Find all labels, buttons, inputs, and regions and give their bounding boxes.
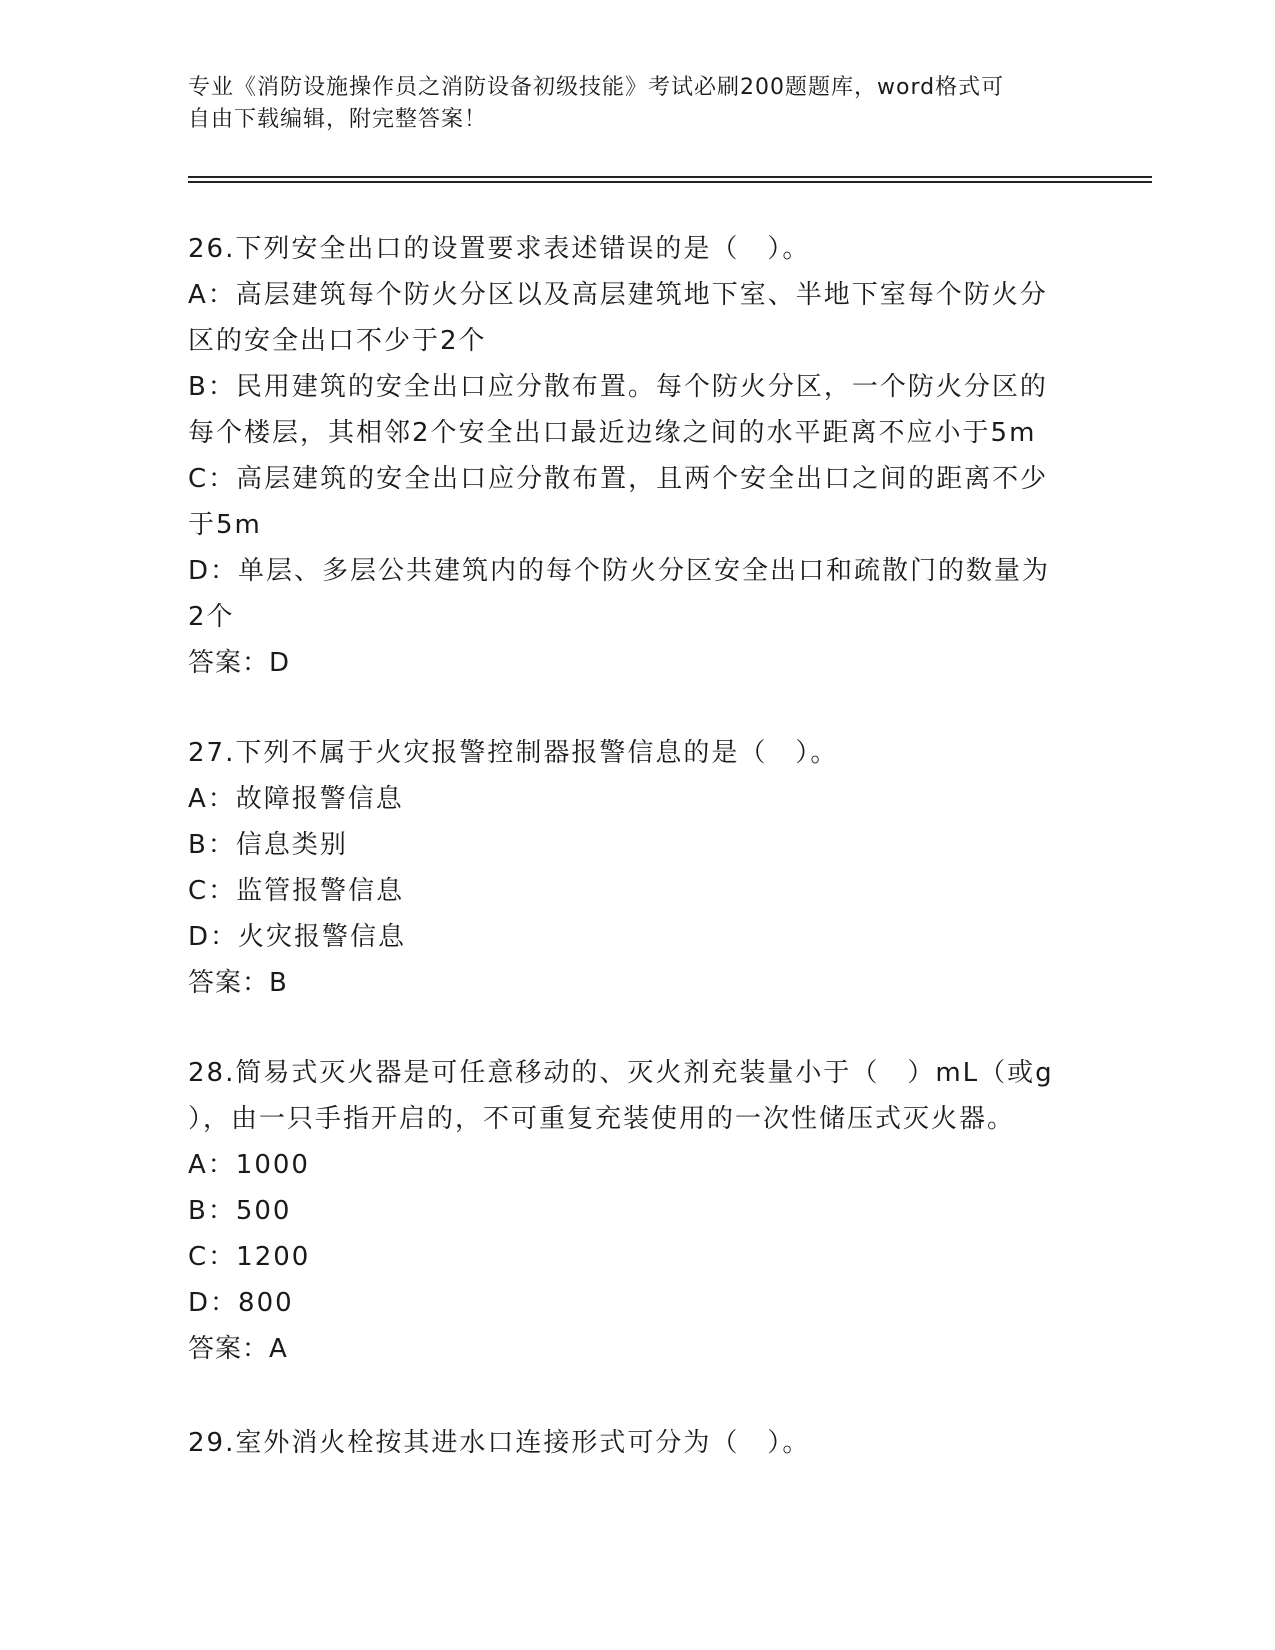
option-line: C：1200 — [188, 1242, 311, 1272]
option-line: C：监管报警信息 — [188, 876, 405, 906]
option-line: B：500 — [188, 1196, 292, 1226]
document-header — [188, 72, 1068, 136]
question-stem: 28.简易式灭火器是可任意移动的、灭火剂充装量小于（ ）mL（或g — [188, 1058, 1054, 1088]
question-stem: 27.下列不属于火灾报警控制器报警信息的是（ ）。 — [188, 738, 839, 768]
question-27 — [188, 730, 1068, 1006]
option-line: D：800 — [188, 1288, 294, 1318]
answer-label: 答案：A — [188, 1334, 288, 1364]
question-stem: 29.室外消火栓按其进水口连接形式可分为（ ）。 — [188, 1428, 811, 1458]
option-line: B：民用建筑的安全出口应分散布置。每个防火分区，一个防火分区的 — [188, 372, 1048, 402]
answer-label: 答案：D — [188, 648, 291, 678]
header-divider-bottom — [188, 181, 1152, 183]
option-line: B：信息类别 — [188, 830, 348, 860]
option-line: A：高层建筑每个防火分区以及高层建筑地下室、半地下室每个防火分 — [188, 280, 1048, 310]
question-29 — [188, 1420, 1068, 1466]
option-line: 2个 — [188, 602, 235, 632]
option-line: C：高层建筑的安全出口应分散布置，且两个安全出口之间的距离不少 — [188, 464, 1049, 494]
question-28 — [188, 1050, 1068, 1372]
header-line-1: 专业《消防设施操作员之消防设备初级技能》考试必刷200题题库，word格式可 — [188, 75, 1005, 100]
option-line: D：火灾报警信息 — [188, 922, 407, 952]
header-line-2: 自由下载编辑，附完整答案！ — [188, 107, 488, 132]
option-line: A：故障报警信息 — [188, 784, 404, 814]
question-stem: ），由一只手指开启的，不可重复充装使用的一次性储压式灭火器。 — [188, 1104, 1016, 1134]
option-line: A：1000 — [188, 1150, 310, 1180]
option-line: 于5m — [188, 510, 262, 540]
option-line: 区的安全出口不少于2个 — [188, 326, 487, 356]
question-stem: 26.下列安全出口的设置要求表述错误的是（ ）。 — [188, 234, 811, 264]
answer-label: 答案：B — [188, 968, 288, 998]
question-26 — [188, 226, 1068, 686]
option-line: D：单层、多层公共建筑内的每个防火分区安全出口和疏散门的数量为 — [188, 556, 1051, 586]
header-divider-top — [188, 176, 1152, 178]
option-line: 每个楼层，其相邻2个安全出口最近边缘之间的水平距离不应小于5m — [188, 418, 1037, 448]
